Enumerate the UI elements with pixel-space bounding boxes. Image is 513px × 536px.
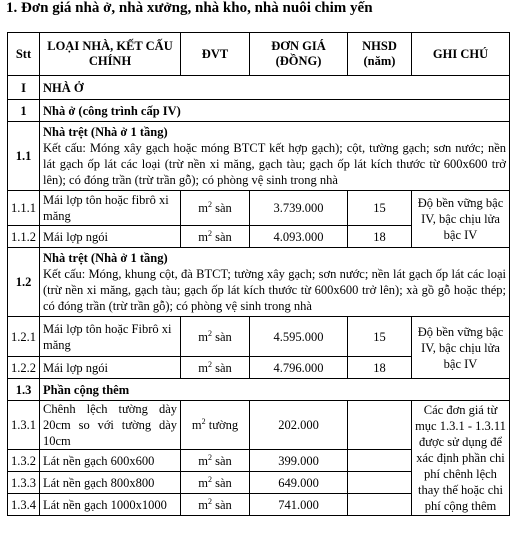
row-stt: 1.3.3	[8, 472, 40, 494]
row-price: 649.000	[250, 472, 348, 494]
subsection-stt: 1.1	[8, 122, 40, 191]
row-stt: 1.3.2	[8, 450, 40, 472]
row-unit: $m^2$ sàn	[181, 226, 250, 248]
row-note: Các đơn giá từ mục 1.3.1 - 1.3.11 được sử dụng để xác định phần chi phí chênh lệch thay thế hoặc chi phí cộng thêm	[412, 401, 510, 516]
row-stt: 1.2.2	[8, 357, 40, 379]
row-stt: 1.3.1	[8, 401, 40, 450]
subsection-stt: 1.2	[8, 248, 40, 317]
row-nhsd: 18	[348, 357, 412, 379]
header-note: GHI CHÚ	[412, 33, 510, 76]
row-nhsd: 18	[348, 226, 412, 248]
row-name: Lát nền gạch 1000x1000	[40, 494, 181, 516]
subsection-row	[8, 248, 510, 317]
header-row	[8, 33, 510, 76]
subsection-row	[8, 122, 510, 191]
row-unit: $m^2$ tường	[181, 401, 250, 450]
subsection-desc: Kết cấu: Móng xây gạch hoặc móng BTCT kết hợp gạch); cột, tường gạch; sơn nước; nền lát gạch ốp lát các loại (trừ nền xi măng, gạch tàu; gạch ốp lát kích thước từ 600x600 trở lên); có đóng trần (trừ trần gỗ); có phòng vệ sinh trong nhà	[43, 141, 506, 187]
row-name: Mái lợp tôn hoặc Fibrô xi măng	[40, 317, 181, 357]
subsection-heading: Nhà trệt (Nhà ở 1 tầng)	[43, 125, 168, 139]
row-name: Mái lợp ngói	[40, 226, 181, 248]
table-row	[8, 191, 510, 226]
table-row	[8, 317, 510, 357]
subsection-heading: Phần cộng thêm	[40, 379, 510, 401]
row-name: Mái lợp ngói	[40, 357, 181, 379]
row-price: 4.796.000	[250, 357, 348, 379]
row-nhsd	[348, 450, 412, 472]
row-stt: 1.1.2	[8, 226, 40, 248]
row-price: 4.595.000	[250, 317, 348, 357]
row-stt: 1.1.1	[8, 191, 40, 226]
row-stt: 1.3.4	[8, 494, 40, 516]
row-name: Lát nền gạch 600x600	[40, 450, 181, 472]
header-unit: ĐVT	[181, 33, 250, 76]
row-nhsd	[348, 401, 412, 450]
row-unit: $m^2$ sàn	[181, 357, 250, 379]
section-row	[8, 76, 510, 100]
subsection-desc: Kết cấu: Móng, khung cột, đà BTCT; tường xây gạch; sơn nước; nền lát gạch ốp lát các loại (trừ nền xi măng, gạch tàu; gạch ốp lát kích thước từ 600x600 trở lên); xà gồ gỗ hoặc thép; có đóng trần (trừ trần gỗ); có phòng vệ sinh trong nhà	[43, 267, 506, 313]
row-nhsd: 15	[348, 317, 412, 357]
row-price: 3.739.000	[250, 191, 348, 226]
subsection-content	[40, 122, 510, 191]
row-unit: $m^2$ sàn	[181, 191, 250, 226]
header-stt: Stt	[8, 33, 40, 76]
row-nhsd	[348, 472, 412, 494]
row-name: Mái lợp tôn hoặc fibrô xi măng	[40, 191, 181, 226]
row-unit: $m^2$ sàn	[181, 317, 250, 357]
price-table	[7, 32, 510, 516]
row-price: 741.000	[250, 494, 348, 516]
row-price: 399.000	[250, 450, 348, 472]
subsection-heading: Nhà trệt (Nhà ở 1 tầng)	[43, 251, 168, 265]
row-stt: 1.2.1	[8, 317, 40, 357]
header-type: LOẠI NHÀ, KẾT CẤU CHÍNH	[40, 33, 181, 76]
section-row	[8, 100, 510, 122]
table-row	[8, 401, 510, 450]
section-stt: 1	[8, 100, 40, 122]
section-label: NHÀ Ở	[40, 76, 510, 100]
header-price: ĐƠN GIÁ (ĐỒNG)	[250, 33, 348, 76]
section-stt: I	[8, 76, 40, 100]
header-nhsd: NHSD (năm)	[348, 33, 412, 76]
section-label: Nhà ở (công trình cấp IV)	[40, 100, 510, 122]
row-name: Chênh lệch tường dày 20cm so với tường dày 10cm	[40, 401, 181, 450]
subsection-content	[40, 248, 510, 317]
subsection-row	[8, 379, 510, 401]
subsection-stt: 1.3	[8, 379, 40, 401]
row-name: Lát nền gạch 800x800	[40, 472, 181, 494]
row-unit: $m^2$ sàn	[181, 450, 250, 472]
row-unit: $m^2$ sàn	[181, 494, 250, 516]
row-note: Độ bền vững bậc IV, bậc chịu lửa bậc IV	[412, 191, 510, 248]
row-price: 202.000	[250, 401, 348, 450]
row-note: Độ bền vững bậc IV, bậc chịu lửa bậc IV	[412, 317, 510, 379]
page-title: 1. Đơn giá nhà ở, nhà xưởng, nhà kho, nhà nuôi chim yến	[6, 0, 373, 16]
row-nhsd	[348, 494, 412, 516]
row-unit: $m^2$ sàn	[181, 472, 250, 494]
row-price: 4.093.000	[250, 226, 348, 248]
row-nhsd: 15	[348, 191, 412, 226]
